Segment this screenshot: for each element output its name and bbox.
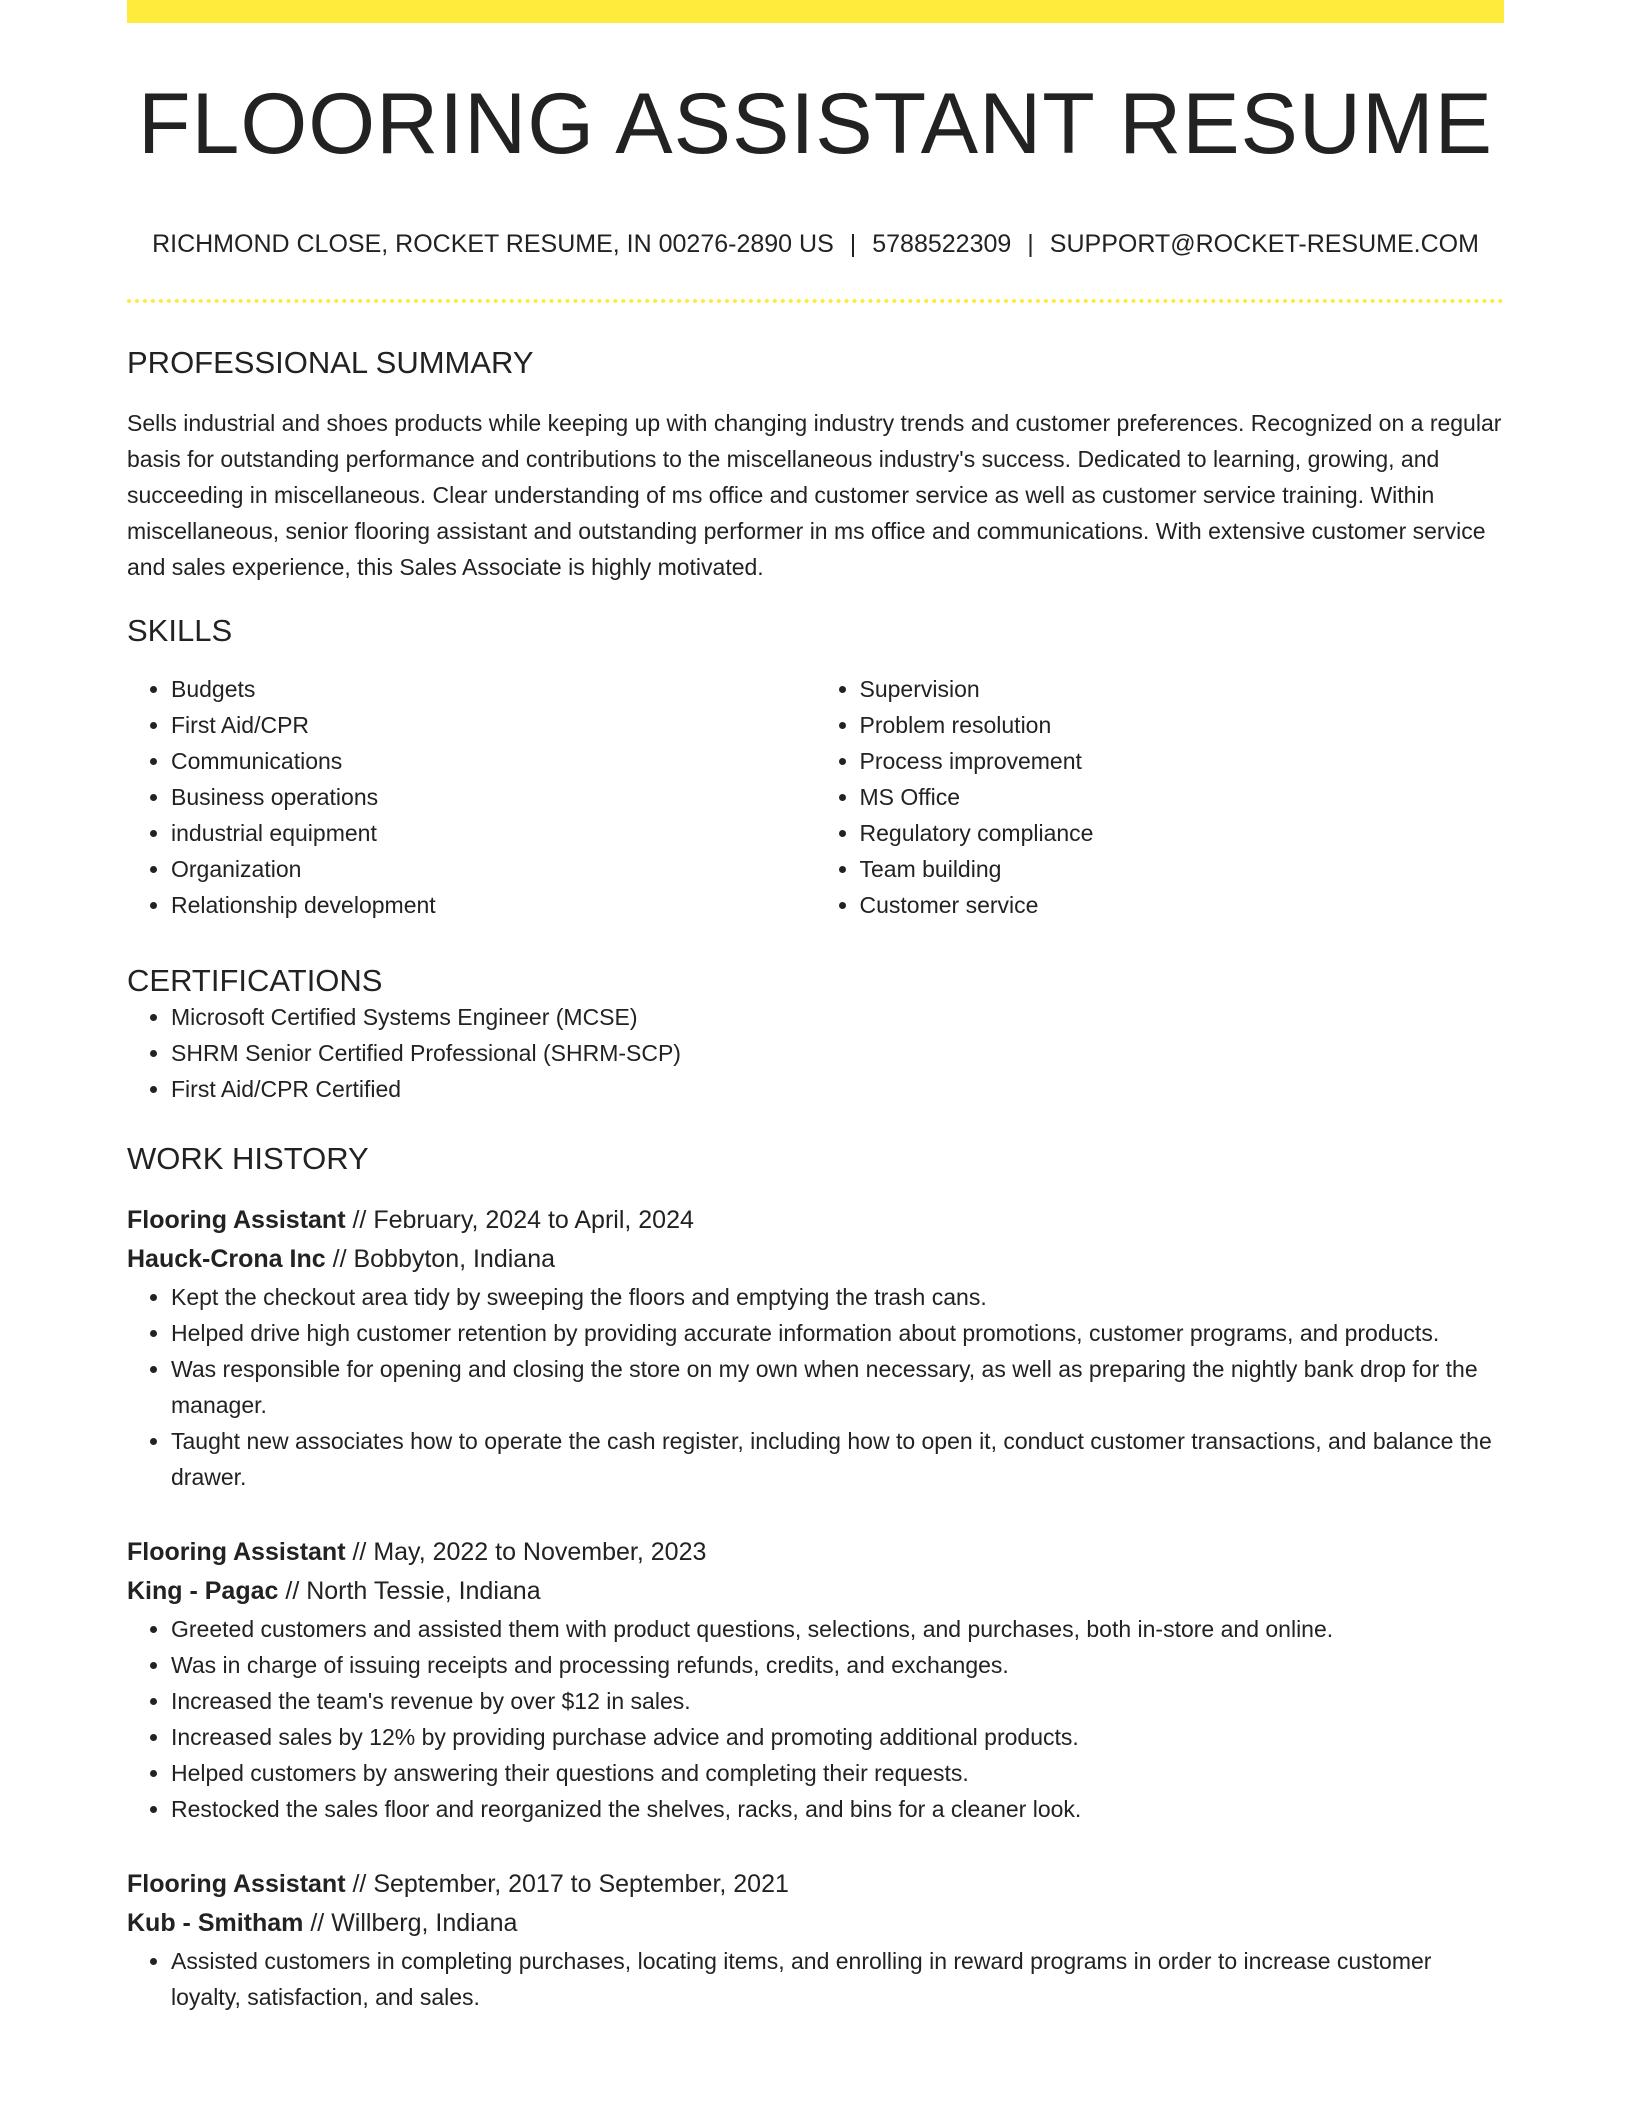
- job-title: Flooring Assistant: [127, 1206, 346, 1235]
- job-duty: • Restocked the sales floor and reorganized the shelves, racks, and bins for a cleaner look.: [171, 1791, 1504, 1827]
- job-duty: • Assisted customers in completing purchases, locating items, and enrolling in reward programs in order to increase customer loyalty, satisfaction, and sales.: [171, 1943, 1504, 2015]
- job-duties-list: [127, 1279, 1504, 1495]
- job-duty: • Kept the checkout area tidy by sweeping the floors and emptying the trash cans.: [171, 1279, 1504, 1315]
- summary-heading: PROFESSIONAL SUMMARY: [127, 345, 534, 381]
- page-title: FLOORING ASSISTANT RESUME: [137, 76, 1494, 172]
- job-location: // North Tessie, Indiana: [278, 1577, 541, 1606]
- skill-item: • Process improvement: [860, 743, 1505, 779]
- job-title-line: [127, 1865, 1504, 1904]
- job-title-line: [127, 1533, 1504, 1572]
- job-duty: • Helped customers by answering their questions and completing their requests.: [171, 1755, 1504, 1791]
- job-company-line: [127, 1572, 1504, 1611]
- contact-phone: 5788522309: [872, 230, 1012, 259]
- contact-separator: |: [849, 230, 857, 259]
- skill-item: • First Aid/CPR: [171, 707, 816, 743]
- skills-right-list: [816, 671, 1505, 923]
- job-duty: • Helped drive high customer retention by providing accurate information about promotions, customer programs, and products.: [171, 1315, 1504, 1351]
- job-location: // Bobbyton, Indiana: [325, 1245, 556, 1274]
- job-company: King - Pagac: [127, 1577, 279, 1606]
- job-duty: • Taught new associates how to operate the cash register, including how to open it, conduct customer transactions, and balance the drawer.: [171, 1423, 1504, 1495]
- certifications-heading: CERTIFICATIONS: [127, 963, 383, 999]
- job-duty: • Greeted customers and assisted them with product questions, selections, and purchases, both in-store and online.: [171, 1611, 1504, 1647]
- skill-item: • industrial equipment: [171, 815, 816, 851]
- job-title-line: [127, 1201, 1504, 1240]
- job-dates: // May, 2022 to November, 2023: [345, 1538, 707, 1567]
- skill-item: • Budgets: [171, 671, 816, 707]
- job-location: // Willberg, Indiana: [303, 1909, 518, 1938]
- job-duty: • Was in charge of issuing receipts and processing refunds, credits, and exchanges.: [171, 1647, 1504, 1683]
- skill-item: • Team building: [860, 851, 1505, 887]
- job-entry: [127, 1865, 1504, 2015]
- work-history-heading: WORK HISTORY: [127, 1141, 369, 1177]
- certification-item: • SHRM Senior Certified Professional (SHRM-SCP): [171, 1035, 1504, 1071]
- skill-item: • MS Office: [860, 779, 1505, 815]
- accent-bar: [127, 0, 1504, 23]
- job-duty: • Was responsible for opening and closing the store on my own when necessary, as well as preparing the nightly bank drop for the manager.: [171, 1351, 1504, 1423]
- job-company-line: [127, 1904, 1504, 1943]
- skills-section: [127, 613, 1504, 923]
- skill-item: • Business operations: [171, 779, 816, 815]
- skill-item: • Customer service: [860, 887, 1505, 923]
- summary-section: [127, 345, 1504, 585]
- job-duties-list: [127, 1943, 1504, 2015]
- job-title: Flooring Assistant: [127, 1870, 346, 1899]
- job-company: Kub - Smitham: [127, 1909, 304, 1938]
- skills-left-list: [127, 671, 816, 923]
- skills-grid: [127, 671, 1504, 923]
- job-title: Flooring Assistant: [127, 1538, 346, 1567]
- contact-separator: |: [1027, 230, 1034, 259]
- certification-item: • First Aid/CPR Certified: [171, 1071, 1504, 1107]
- certifications-list: [127, 999, 1504, 1107]
- job-duties-list: [127, 1611, 1504, 1827]
- job-dates: // February, 2024 to April, 2024: [345, 1206, 694, 1235]
- job-duty: • Increased sales by 12% by providing purchase advice and promoting additional products.: [171, 1719, 1504, 1755]
- dotted-divider: [127, 299, 1504, 303]
- job-entry: [127, 1533, 1504, 1827]
- certification-item: • Microsoft Certified Systems Engineer (MCSE): [171, 999, 1504, 1035]
- job-entry: [127, 1201, 1504, 1495]
- job-company-line: [127, 1240, 1504, 1279]
- skills-heading: SKILLS: [127, 613, 233, 649]
- summary-text: Sells industrial and shoes products while keeping up with changing industry trends and customer preferences. Recognized on a regular basis for outstanding performance and contributions to the miscellaneous industry's success. Dedicated to learning, growing, and succeeding in miscellaneous. Clear understanding of ms office and customer service as well as customer service training. Within miscellaneous, senior flooring assistant and outstanding performer in ms office and communications. With extensive customer service and sales experience, this Sales Associate is highly motivated.: [127, 410, 1502, 581]
- skill-item: • Supervision: [860, 671, 1505, 707]
- job-duty: • Increased the team's revenue by over $12 in sales.: [171, 1683, 1504, 1719]
- job-dates: // September, 2017 to September, 2021: [345, 1870, 789, 1899]
- contact-line: [127, 229, 1504, 259]
- certifications-section: [127, 963, 1504, 1107]
- resume-page: [127, 0, 1504, 2015]
- skill-item: • Regulatory compliance: [860, 815, 1505, 851]
- skill-item: • Relationship development: [171, 887, 816, 923]
- skill-item: • Organization: [171, 851, 816, 887]
- skill-item: • Problem resolution: [860, 707, 1505, 743]
- contact-email: SUPPORT@ROCKET-RESUME.COM: [1049, 230, 1479, 259]
- job-company: Hauck-Crona Inc: [127, 1245, 326, 1274]
- contact-address: RICHMOND CLOSE, ROCKET RESUME, IN 00276-2890 US: [152, 230, 834, 259]
- work-history-section: [127, 1141, 1504, 2015]
- skill-item: • Communications: [171, 743, 816, 779]
